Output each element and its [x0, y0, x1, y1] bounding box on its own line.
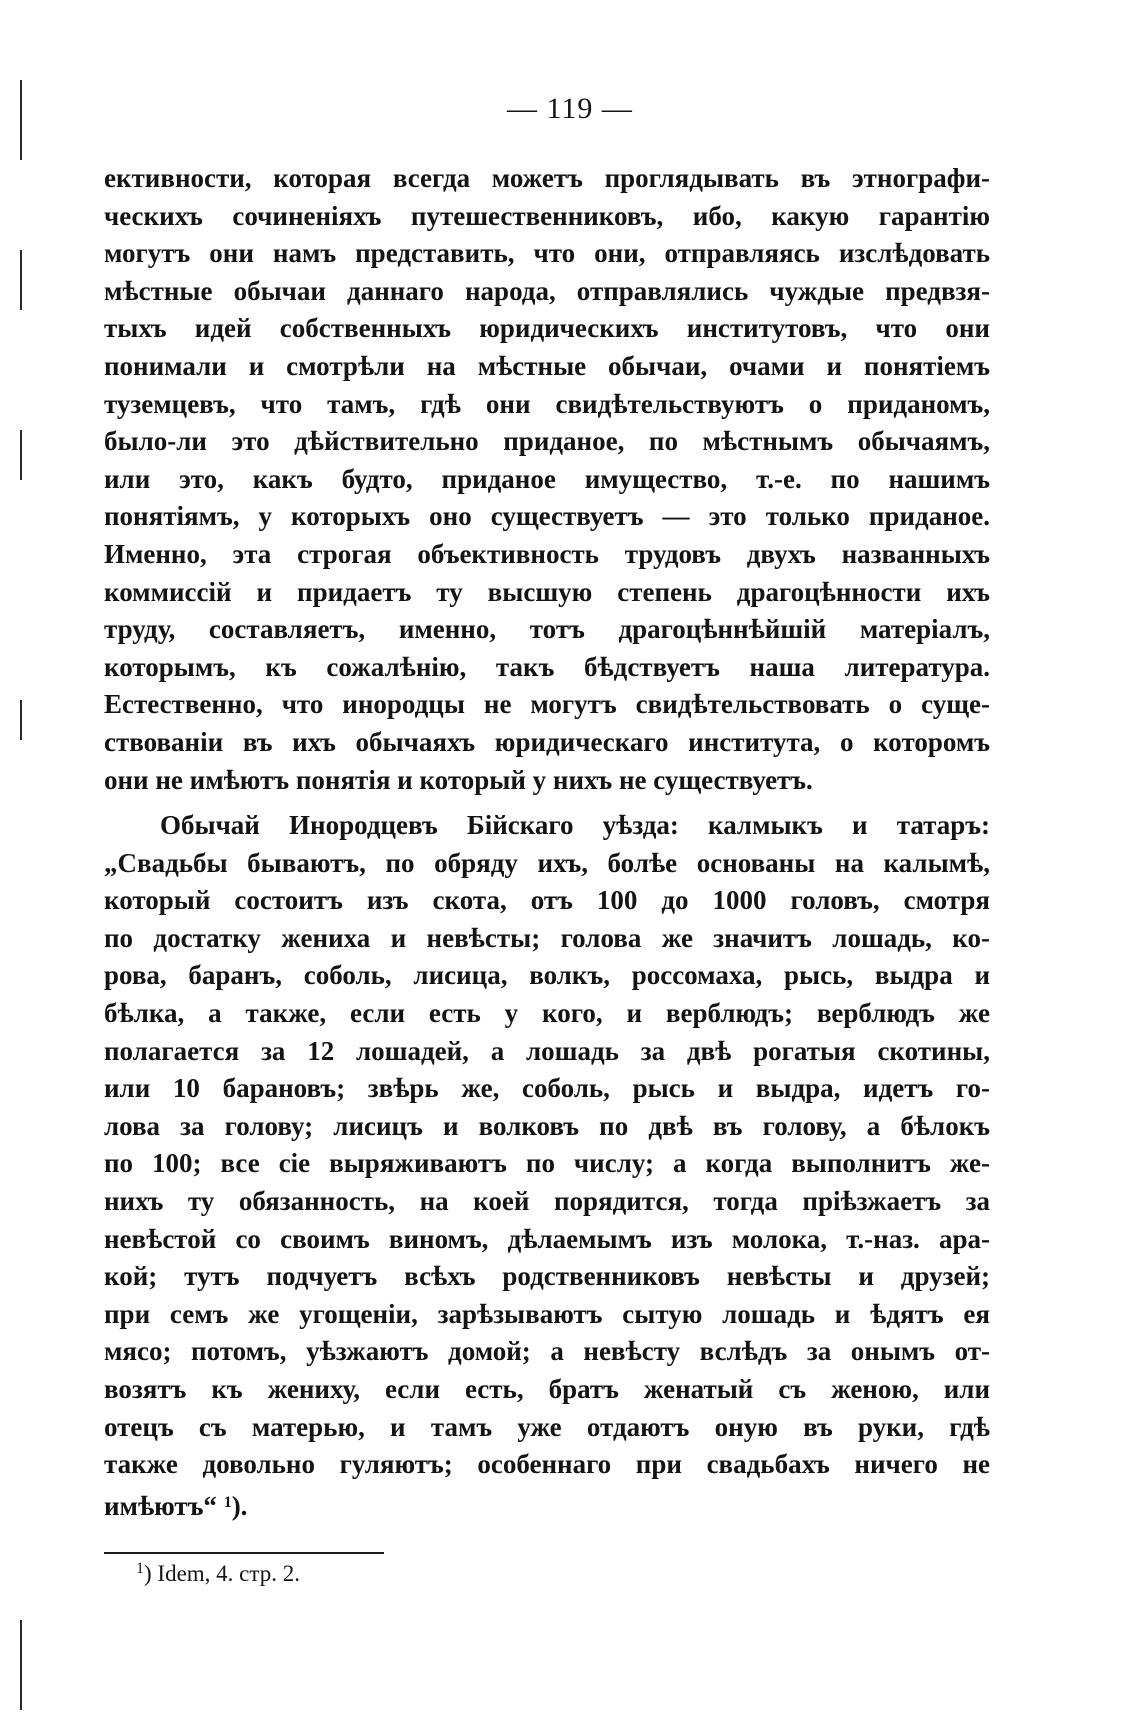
text-line: ективности, которая всегда можетъ проглядывать въ этнографи- — [104, 163, 990, 193]
text-line: или это, какъ будто, приданое имущество, т.-е. по нашимъ — [104, 463, 990, 494]
text-line: нихъ ту обязанность, на коей порядится, тогда пріѣзжаетъ за — [104, 1186, 990, 1217]
text-line: также довольно гуляютъ; особеннаго при свадьбахъ ничего не — [104, 1449, 990, 1480]
text-line: лова за голову; лисицъ и волковъ по двѣ въ голову, а бѣлокъ — [104, 1110, 990, 1141]
text-line: труду, составляетъ, именно, тотъ драгоцѣннѣйшій матеріалъ, — [104, 614, 990, 645]
footnote-divider — [104, 1552, 384, 1554]
text-line: тыхъ идей собственныхъ юридическихъ институтовъ, что они — [104, 313, 990, 344]
text-line: Именно, эта строгая объективность трудовъ двухъ названныхъ — [104, 538, 990, 569]
footnote-marker: 1 — [136, 1560, 144, 1577]
footnote-text: ) Idem, 4. стр. 2. — [144, 1561, 300, 1586]
text-line: было-ли это дѣйствительно приданое, по мѣстнымъ обычаямъ, — [104, 426, 990, 457]
text-line: ствованіи въ ихъ обычаяхъ юридическаго института, о которомъ — [104, 726, 990, 757]
text-line: понимали и смотрѣли на мѣстные обычаи, очами и понятіемъ — [104, 350, 990, 381]
paragraph-1 — [104, 160, 990, 799]
footnote — [136, 1560, 300, 1587]
text-line: которымъ, къ сожалѣнію, такъ бѣдствуетъ наша литература. — [104, 651, 990, 682]
text-line: мясо; потомъ, уѣзжаютъ домой; а невѣсту вслѣдъ за онымъ от- — [104, 1336, 990, 1367]
text-line: ческихъ сочиненіяхъ путешественниковъ, ибо, какую гарантію — [104, 200, 990, 231]
text-line: туземцевъ, что тамъ, гдѣ они свидѣтельствуютъ о приданомъ, — [104, 388, 990, 419]
scan-edge-mark — [20, 1620, 22, 1710]
text-line: по достатку жениха и невѣсты; голова же значитъ лошадь, ко- — [104, 922, 990, 953]
text-line: полагается за 12 лошадей, а лошадь за двѣ рогатыя скотины, — [104, 1035, 990, 1066]
text-line: при семъ же угощеніи, зарѣзываютъ сытую лошадь и ѣдятъ ея — [104, 1298, 990, 1329]
final-line-end: ). — [231, 1490, 248, 1521]
text-line: Обычай Инородцевъ Бійскаго уѣзда: калмыкъ и татаръ: — [160, 810, 990, 841]
paragraph-gap — [104, 799, 990, 807]
paragraph-2 — [104, 807, 990, 1525]
footnote-reference: 1 — [223, 1493, 232, 1511]
text-line: они не имѣютъ понятія и который у нихъ не существуетъ. — [104, 764, 813, 795]
text-line: понятіямъ, у которыхъ оно существуетъ — это только приданое. — [104, 501, 990, 532]
text-line: Естественно, что инородцы не могутъ свидѣтельствовать о суще- — [104, 689, 990, 720]
text-line: возятъ къ жениху, если есть, братъ женатый съ женою, или — [104, 1374, 990, 1404]
text-line: могутъ они намъ представить, что они, отправляясь изслѣдовать — [104, 238, 990, 269]
text-line-final — [104, 1484, 990, 1526]
text-line: невѣстой со своимъ виномъ, дѣлаемымъ изъ молока, т.-наз. ара- — [104, 1223, 990, 1254]
body-text — [104, 160, 990, 1525]
final-line-text: имѣютъ“ — [104, 1490, 224, 1521]
scan-edge-mark — [20, 250, 22, 310]
text-line: коммиссій и придаетъ ту высшую степень драгоцѣнности ихъ — [104, 576, 990, 607]
text-line: кой; тутъ подчуетъ всѣхъ родственниковъ невѣсты и друзей; — [104, 1261, 990, 1292]
text-line: отецъ съ матерью, и тамъ уже отдаютъ оную въ руки, гдѣ — [104, 1411, 990, 1442]
text-line: рова, баранъ, соболь, лисица, волкъ, россомаха, рысь, выдра и — [104, 960, 990, 991]
page-number: — 119 — — [507, 92, 633, 125]
scan-edge-mark — [20, 430, 22, 480]
text-line: или 10 барановъ; звѣрь же, соболь, рысь и выдра, идетъ го- — [104, 1073, 990, 1104]
text-line: „Свадьбы бываютъ, по обряду ихъ, болѣе основаны на калымѣ, — [104, 847, 990, 878]
text-line: который состоитъ изъ скота, отъ 100 до 1000 головъ, смотря — [104, 885, 990, 916]
scan-edge-mark — [20, 700, 22, 740]
text-line: бѣлка, а также, если есть у кого, и верблюдъ; верблюдъ же — [104, 998, 990, 1029]
text-line: по 100; все сіе выряживаютъ по числу; а когда выполнитъ же- — [104, 1148, 990, 1179]
text-line: мѣстные обычаи даннаго народа, отправлялись чуждые предвзя- — [104, 275, 990, 306]
